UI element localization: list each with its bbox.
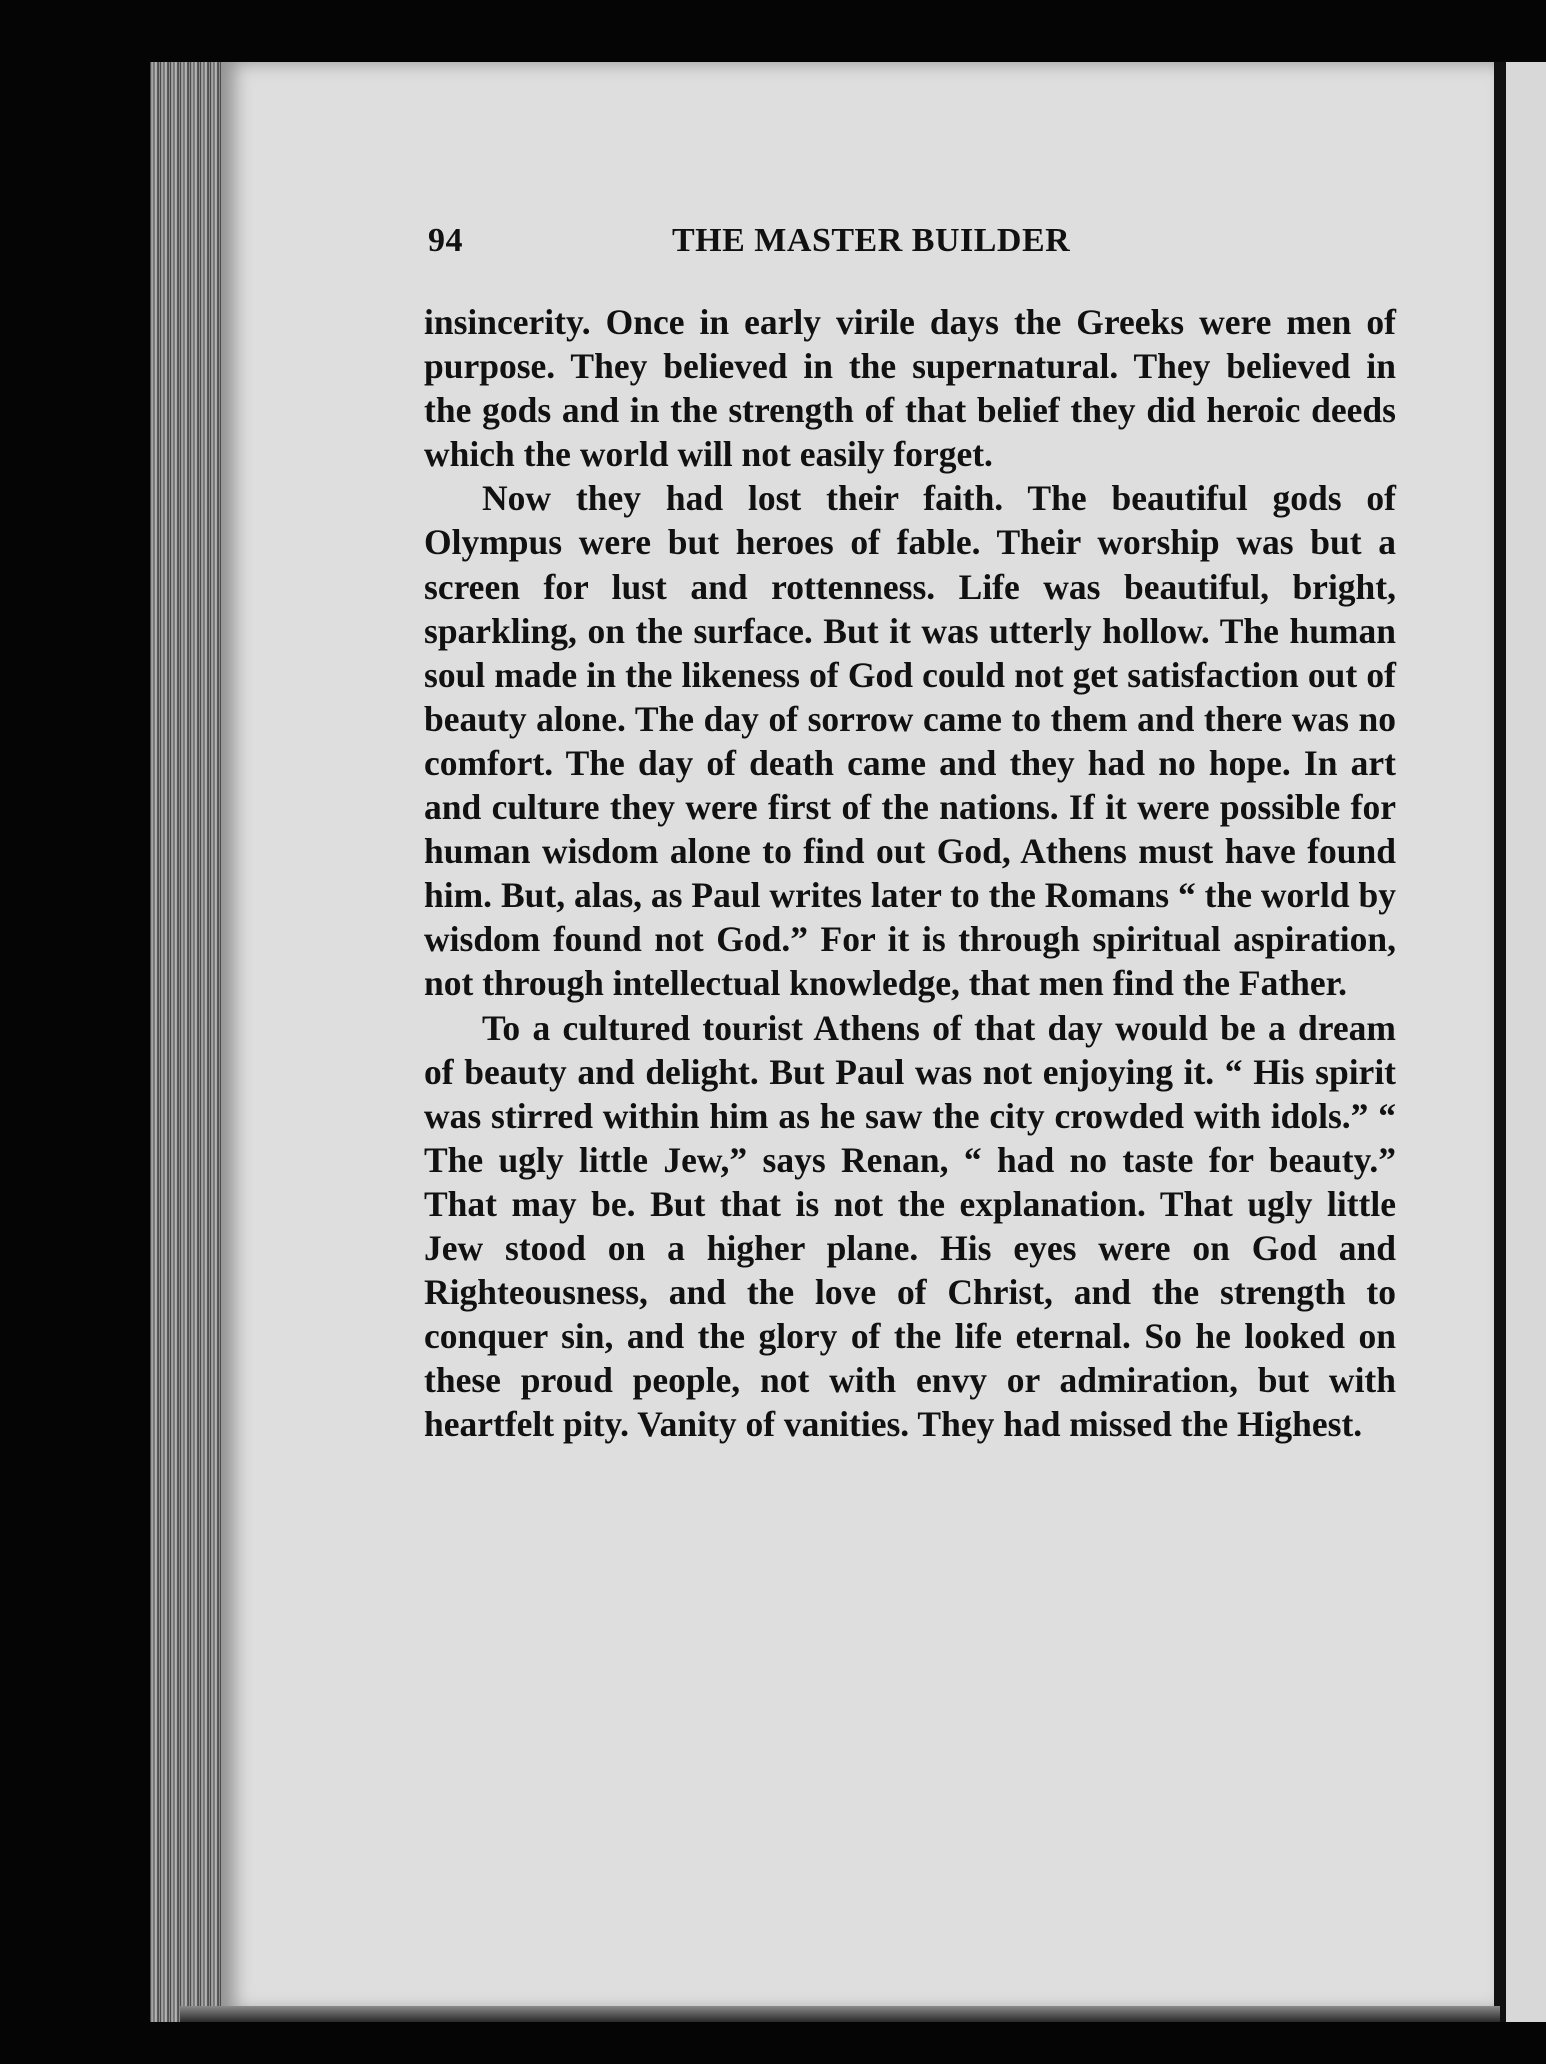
gutter-shadow: [1494, 62, 1506, 2022]
body-text: [424, 300, 1396, 1446]
paragraph-continuation: insincerity. Once in early virile days the Greeks were men of purpose. They believed in the supernatural. They believed in the gods and in the strength of that belief they did heroic deeds which the world will not easily forget.: [424, 302, 1396, 475]
page-bottom-edge: [180, 2006, 1500, 2022]
paragraph-cultured-tourist: To a cultured tourist Athens of that day would be a dream of beauty and delight. But Paul was not enjoying it. “ His spirit was stirred within him as he saw the city crowded with idols.” “ The ugly little Jew,” says Renan, “ had no taste for beauty.” That may be. But that is not the explanation. That ugly little Jew stood on a higher plane. His eyes were on God and Righteousness, and the love of Christ, and the strength to conquer sin, and the glory of the life eternal. So he looked on these proud people, not with envy or admiration, but with heartfelt pity. Vanity of vanities. They had missed the Highest.: [424, 1007, 1396, 1445]
paragraph-lost-faith: Now they had lost their faith. The beautiful gods of Olympus were but heroes of fable. Their worship was but a screen for lust and rottenness. Life was beautiful, bright, sparkling, on the surface. But it was utterly hollow. The human soul made in the likeness of God could not get satisfaction out of beauty alone. The day of sorrow came to them and there was no comfort. The day of death came and they had no hope. In art and culture they were first of the nations. If it were possible for human wisdom alone to find out God, Athens must have found him. But, alas, as Paul writes later to the Romans “ the world by wisdom found not God.” For it is through spiritual aspiration, not through intellectual knowledge, that men find the Father.: [424, 478, 1396, 1004]
page-number: 94: [428, 222, 463, 259]
running-header: [428, 222, 1144, 272]
facing-page-edge: [1506, 62, 1546, 2022]
running-title: THE MASTER BUILDER: [672, 222, 1071, 259]
